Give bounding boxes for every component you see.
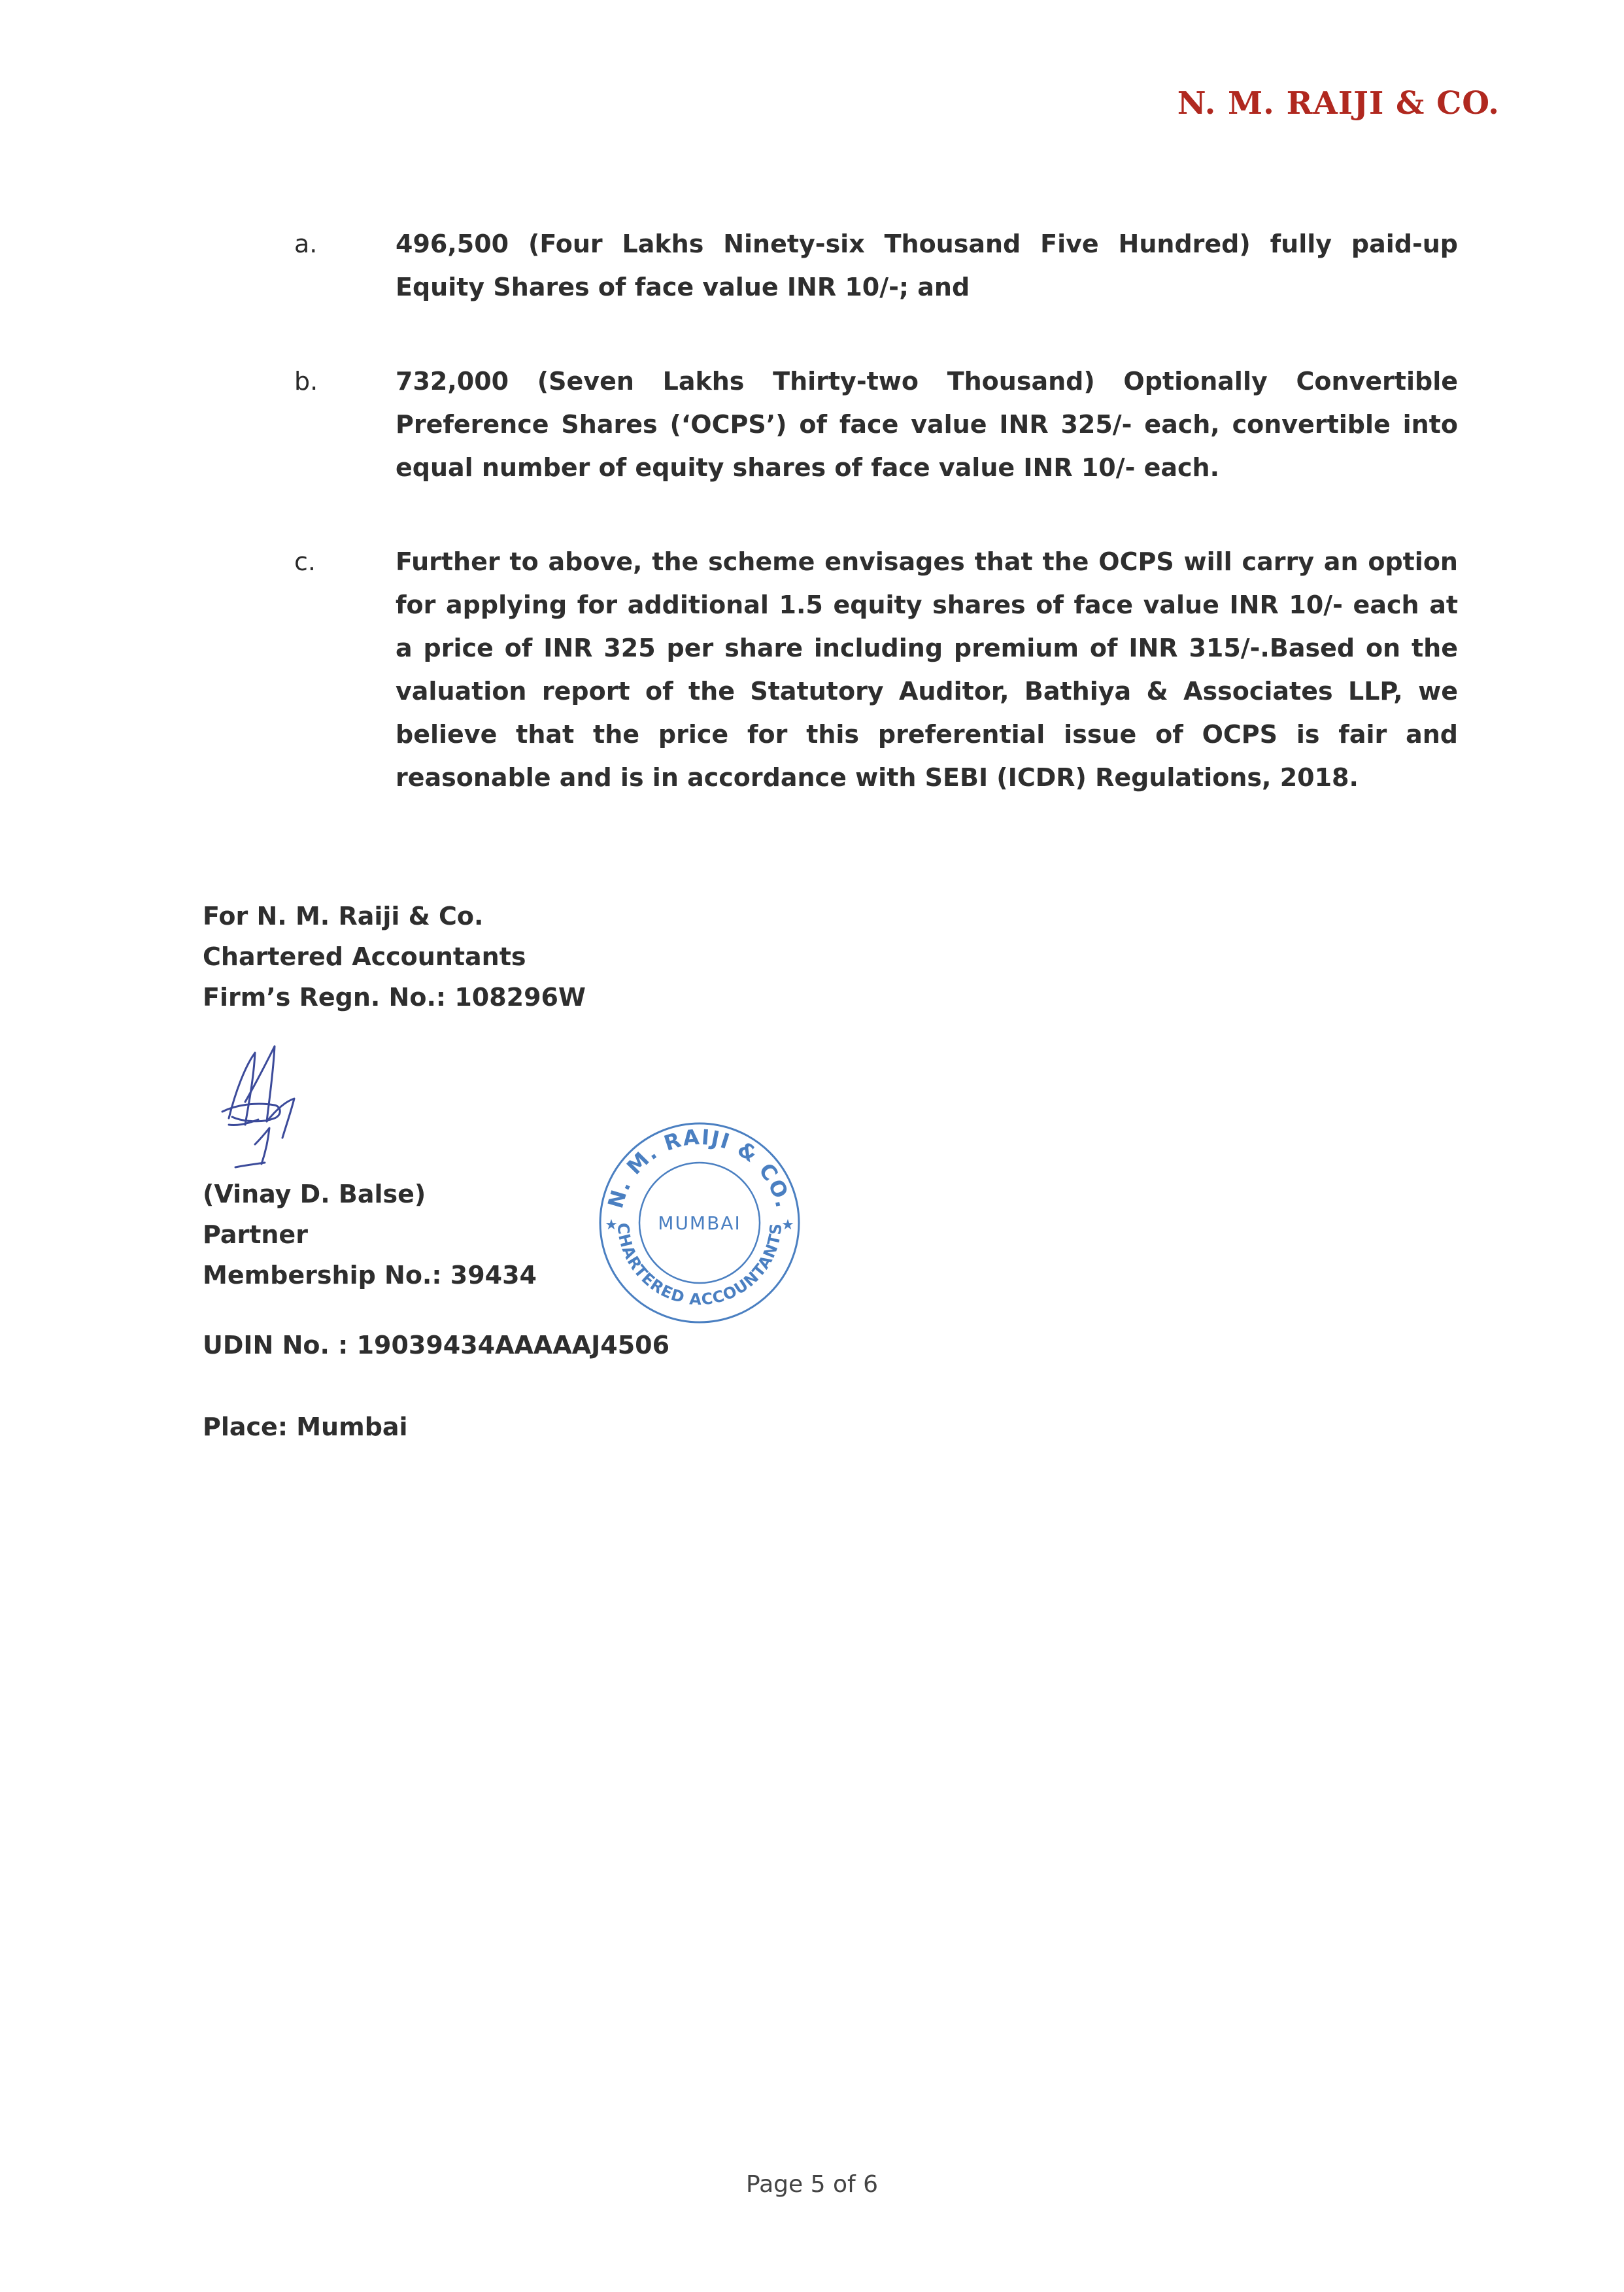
partner-membership: Membership No.: 39434	[203, 1261, 537, 1290]
item-text: 496,500 (Four Lakhs Ninety-six Thousand Five Hundred) fully paid-up Equity Shares of face value INR 10/-; and	[396, 230, 1458, 301]
partner-block	[203, 1174, 537, 1295]
share-details-list	[294, 222, 1458, 850]
signoff-for-line: For N. M. Raiji & Co.	[203, 902, 484, 931]
svg-text:★: ★	[605, 1217, 618, 1233]
item-text: 732,000 (Seven Lakhs Thirty-two Thousand) Optionally Convertible Preference Shares (‘OCPS’) of face value INR 325/- each, convertible into equal number of equity shares of face value INR 10/- each.	[396, 367, 1458, 482]
svg-text:N. M. RAIJI & CO.: N. M. RAIJI & CO.	[603, 1124, 796, 1212]
list-item	[294, 360, 1458, 489]
svg-text:MUMBAI: MUMBAI	[658, 1212, 741, 1234]
signoff-block	[203, 896, 586, 1018]
signoff-registration: Firm’s Regn. No.: 108296W	[203, 983, 586, 1012]
list-item	[294, 222, 1458, 309]
page-number: Page 5 of 6	[746, 2171, 878, 2198]
list-item	[294, 540, 1458, 799]
udin-number: UDIN No. : 19039434AAAAAJ4506	[203, 1331, 670, 1360]
svg-text:★: ★	[781, 1217, 794, 1233]
handwritten-signature	[209, 1040, 327, 1177]
item-marker: a.	[294, 230, 318, 258]
item-marker: c.	[294, 547, 316, 576]
firm-seal-stamp	[592, 1115, 807, 1331]
partner-name: (Vinay D. Balse)	[203, 1180, 426, 1208]
firm-name-header: N. M. RAIJI & CO.	[1177, 85, 1500, 122]
item-text: Further to above, the scheme envisages that the OCPS will carry an option for applying for additional 1.5 equity shares of face value INR 10/- each at a price of INR 325 per share including premium of INR 315/-.Based on the valuation report of the Statutory Auditor, Bathiya & Associates LLP, we believe that the price for this preferential issue of OCPS is fair and reasonable and is in accordance with SEBI (ICDR) Regulations, 2018.	[396, 547, 1458, 792]
partner-role: Partner	[203, 1220, 308, 1249]
signoff-designation: Chartered Accountants	[203, 942, 526, 971]
svg-text:CHARTERED ACCOUNTANTS: CHARTERED ACCOUNTANTS	[613, 1222, 786, 1309]
item-marker: b.	[294, 367, 318, 396]
place-line: Place: Mumbai	[203, 1412, 408, 1441]
